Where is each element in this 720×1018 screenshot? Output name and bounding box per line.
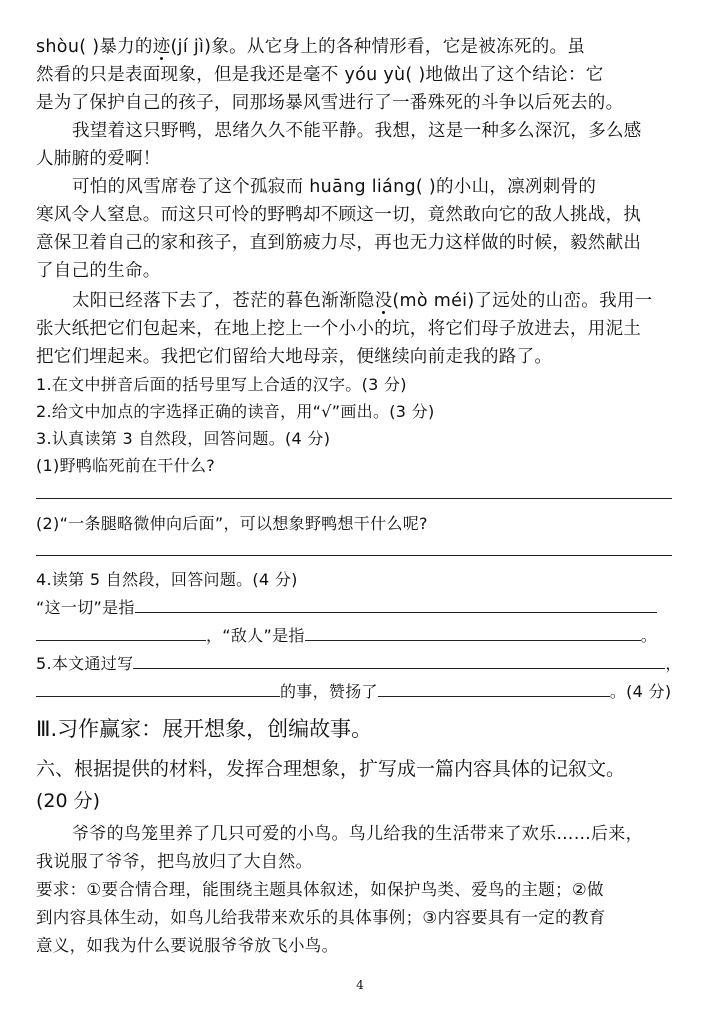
- question-4: 4.读第 5 自然段，回答问题。(4 分): [36, 570, 298, 589]
- question-1: 1.在文中拼音后面的括号里写上合适的汉字。(3 分): [36, 375, 407, 394]
- passage-line-4: 我望着这只野鸭，思绪久久不能平静。我想，这是一种多么深沉，多么感: [72, 121, 642, 141]
- question-5-prompt: 5.本文通过写: [36, 654, 134, 673]
- section-6-title: 六、根据提供的材料，发挥合理想象，扩写成一篇内容具体的记叙文。: [36, 758, 626, 780]
- answer-line[interactable]: [36, 555, 672, 556]
- passage-text: (jí jì)象。从它身上的各种情形看，它是被冻死的。虽: [170, 37, 586, 57]
- material-line-2: 我说服了爷爷，把鸟放归了大自然。: [36, 852, 313, 872]
- page-number: 4: [356, 978, 364, 992]
- answer-blank[interactable]: [36, 678, 280, 697]
- section-6-score: (20 分): [36, 790, 101, 812]
- passage-line-5: 人肺腑的爱啊！: [36, 149, 161, 169]
- passage-line-3: 是为了保护自己的孩子，同那场暴风雪进行了一番殊死的斗争以后死去的。: [36, 93, 624, 113]
- passage-text: 太阳已经落下去了，苍茫的暮色渐渐隐: [72, 291, 375, 311]
- punctuation: ，: [665, 654, 682, 673]
- passage-line-6: 可怕的风雪席卷了这个孤寂而 huāng liáng( )的小山，凛冽刺骨的: [72, 177, 597, 197]
- passage-line-12: 把它们埋起来。我把它们留给大地母亲，便继续向前走我的路了。: [36, 347, 553, 367]
- question-3-1: (1)野鸭临死前在干什么?: [36, 456, 216, 475]
- passage-line-8: 意保卫着自己的家和孩子，直到筋疲力尽，再也无力这样做的时候，毅然献出: [36, 233, 642, 253]
- passage-line-10: [72, 288, 688, 314]
- requirement-line-1: 要求：①要合情合理，能围绕主题具体叙述，如保护鸟类、爱鸟的主题；②做: [36, 880, 604, 899]
- answer-blank[interactable]: [36, 622, 206, 641]
- answer-blank[interactable]: [133, 650, 665, 669]
- question-3-2: (2)“一条腿略微伸向后面”，可以想象野鸭想干什么呢?: [36, 514, 428, 533]
- requirement-line-2: 到内容具体生动，如鸟儿给我带来欢乐的具体事例；③内容要具有一定的教育: [36, 908, 606, 927]
- passage-line-1: [36, 34, 688, 60]
- question-4-prompt: “这一切”是指: [36, 598, 135, 617]
- passage-line-11: 张大纸把它们包起来，在地上挖上一个小小的坑，将它们母子放进去，用泥土: [36, 319, 642, 339]
- passage-line-9: 了自己的生命。: [36, 261, 161, 281]
- passage-line-7: 寒风令人窒息。而这只可怜的野鸭却不顾这一切，竟然敢向它的敌人挑战，执: [36, 205, 642, 225]
- material-line-1: 爷爷的鸟笼里养了几只可爱的小鸟。鸟儿给我的生活带来了欢乐……后来，: [72, 824, 643, 844]
- section-3-title: Ⅲ.习作赢家：展开想象，创编故事。: [36, 717, 373, 741]
- answer-blank[interactable]: [305, 622, 641, 641]
- question-5-prompt: 的事，赞扬了: [280, 682, 378, 701]
- answer-blank[interactable]: [378, 678, 610, 697]
- dotted-character: 没: [374, 291, 393, 311]
- question-5-score: 。(4 分): [609, 682, 672, 701]
- passage-text: (mò méi)了远处的山峦。我用一: [392, 291, 653, 311]
- question-4-line-a: [36, 594, 688, 621]
- punctuation: 。: [640, 626, 657, 645]
- dotted-character: 迹: [152, 37, 171, 57]
- question-4-prompt: ，“敌人”是指: [206, 626, 305, 645]
- answer-blank[interactable]: [135, 594, 657, 613]
- question-2: 2.给文中加点的字选择正确的读音，用“√”画出。(3 分): [36, 402, 435, 421]
- question-5-line-b: [36, 678, 688, 705]
- question-5-line-a: [36, 650, 688, 677]
- requirement-line-3: 意义，如我为什么要说服爷爷放飞小鸟。: [36, 936, 339, 955]
- answer-line[interactable]: [36, 498, 672, 499]
- question-3: 3.认真读第 3 自然段，回答问题。(4 分): [36, 429, 331, 448]
- question-4-line-b: [36, 622, 688, 649]
- passage-text: shòu( )暴力的: [36, 37, 153, 57]
- passage-line-2: 然看的只是表面现象，但是我还是毫不 yóu yù( )地做出了这个结论：它: [36, 65, 604, 85]
